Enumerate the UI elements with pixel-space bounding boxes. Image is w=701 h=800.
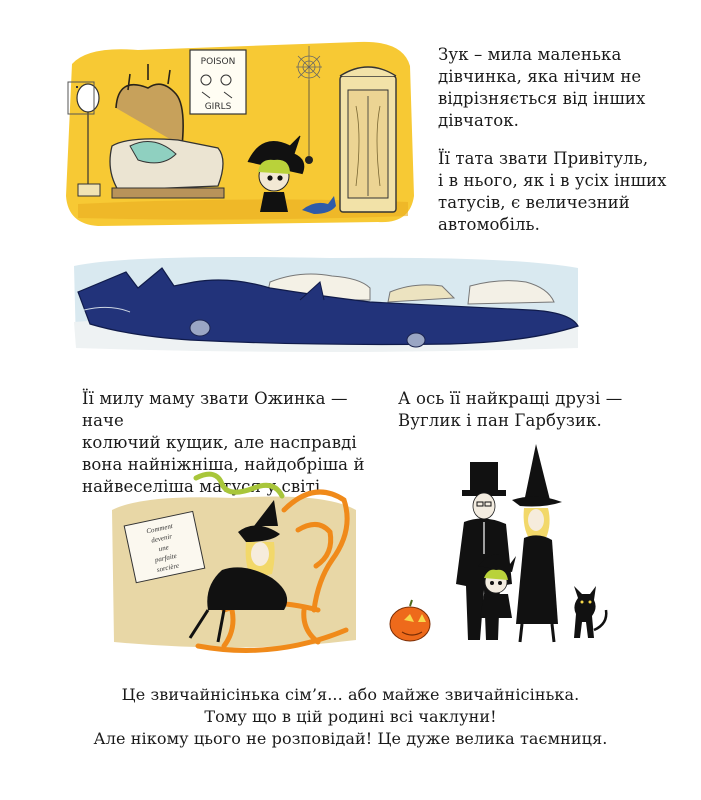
car-illustration: [70, 252, 582, 356]
mother-illustration: [104, 470, 364, 660]
closing-text: [0, 684, 701, 750]
friends-line-1: А ось її найкращі друзі —: [398, 389, 623, 408]
mother-line-4: найвеселіша матуся у світі.: [82, 477, 326, 496]
poster-subtitle: GIRLS: [204, 102, 232, 112]
mother-line-1: Її милу маму звати Ожинка — наче: [82, 389, 348, 430]
father-line-3: татусів, є величезний: [438, 193, 630, 212]
closing-line-1: Це звичайнісінька сім’я... або майже звичайнісінька.: [121, 685, 580, 704]
intro-line-4: дівчаток.: [438, 111, 519, 130]
intro-line-2: дівчинка, яка нічим не: [438, 67, 642, 86]
mother-line-2: колючий кущик, але насправді: [82, 433, 357, 452]
mother-line-3: вона найніжніша, найдобріша й: [82, 455, 365, 474]
friends-line-2: Вуглик і пан Гарбузик.: [398, 411, 602, 430]
book-line-4: parfaite: [154, 551, 178, 565]
poster-title: POISON: [200, 57, 236, 67]
family-illustration: [384, 444, 614, 654]
father-text: [438, 148, 688, 236]
book-line-1: Comment: [145, 521, 174, 536]
book-line-2: devenir: [150, 532, 173, 545]
father-line-4: автомобіль.: [438, 215, 540, 234]
intro-line-3: відрізняється від інших: [438, 89, 646, 108]
father-line-1: Її тата звати Привітуль,: [438, 149, 649, 168]
bedroom-illustration: [58, 36, 420, 231]
father-line-2: і в нього, як і в усіх інших: [438, 171, 667, 190]
intro-line-1: Зук – мила маленька: [438, 45, 622, 64]
book-line-5: sorcière: [156, 561, 180, 575]
intro-text: [438, 44, 688, 132]
friends-text: [398, 388, 678, 432]
closing-line-2: Тому що в цій родині всі чаклуни!: [204, 707, 497, 726]
book-line-3: une: [157, 543, 170, 554]
closing-line-3: Але нікому цього не розповідай! Це дуже велика таємниця.: [93, 729, 608, 748]
